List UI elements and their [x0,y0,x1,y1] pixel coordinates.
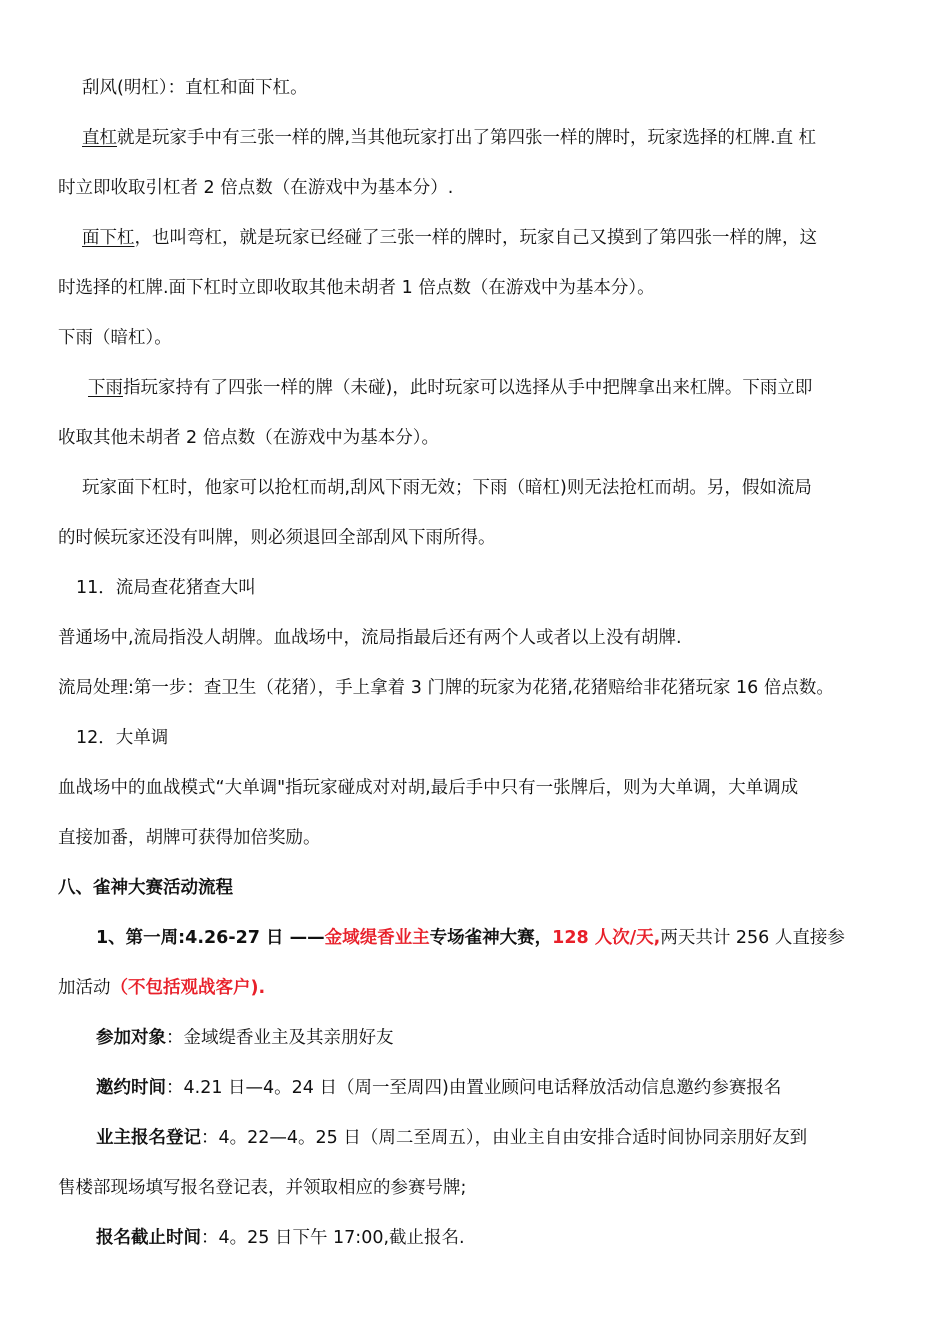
term-mian-xia-gang: 面下杠 [82,228,135,248]
paragraph-deadline [96,1226,936,1250]
paragraph-registration [96,1126,936,1150]
paragraph-week-1 [96,926,936,950]
heading-11: 11．流局查花猪查大叫 [76,578,256,598]
heading-section-8: 八、雀神大赛活动流程 [58,878,233,898]
paragraph-da-dan-diao: 血战场中的血战模式“大单调"指玩家碰成对对胡,最后手中只有一张牌后，则为大单调，大单调成 [58,778,799,798]
participants-text: ：金域缇香业主及其亲朋好友 [166,1028,394,1048]
deadline-label: 报名截止时间 [96,1228,201,1248]
paragraph-week-1-cont [58,976,898,1000]
mian-xia-gang-text: ，也叫弯杠，就是玩家已经碰了三张一样的牌时，玩家自己又摸到了第四张一样的牌，这 [134,228,817,248]
paragraph-qiang-gang-cont: 的时候玩家还没有叫牌，则必须退回全部刮风下雨所得。 [58,528,496,548]
term-xia-yu: 下雨 [88,378,123,398]
deadline-text: ：4。25 日下午 17:00,截止报名. [201,1228,465,1248]
paragraph-liu-ju-process: 流局处理:第一步：查卫生（花猪），手上拿着 3 门牌的玩家为花猪,花猪赔给非花猪玩家 16 倍点数。 [58,678,834,698]
week-1-event: 专场雀神大赛， [429,928,553,948]
invite-time-text: ：4.21 日—4。24 日（周一至周四)由置业顾问电话释放活动信息邀约参赛报名 [166,1078,782,1098]
zhi-gang-text: 就是玩家手中有三张一样的牌,当其他玩家打出了第四张一样的牌时，玩家选择的杠牌.直 杠 [117,128,817,148]
week-1-total: 两天共计 256 人直接参 [660,928,845,948]
week-1-exclusion-highlight: （不包括观战客户). [110,978,266,998]
xia-yu-text: 指玩家持有了四张一样的牌（未碰)，此时玩家可以选择从手中把牌拿出来杠牌。下雨立即 [123,378,813,398]
heading-12: 12．大单调 [76,728,169,748]
paragraph-zhi-gang-cont: 时立即收取引杠者 2 倍点数（在游戏中为基本分）. [58,178,454,198]
paragraph-participants [96,1026,936,1050]
registration-text: ：4。22—4。25 日（周二至周五），由业主自由安排合适时间协同亲朋好友到 [201,1128,808,1148]
paragraph-liu-ju: 普通场中,流局指没人胡牌。血战场中，流局指最后还有两个人或者以上没有胡牌. [58,628,682,648]
paragraph-mian-xia-gang [82,226,922,250]
week-1-owner-highlight: 金域缇香业主 [324,928,430,948]
paragraph-da-dan-diao-cont: 直接加番，胡牌可获得加倍奖励。 [58,828,321,848]
paragraph-rain: 下雨（暗杠）。 [58,328,172,348]
paragraph-zhi-gang [82,126,922,150]
paragraph-registration-cont: 售楼部现场填写报名登记表，并领取相应的参赛号牌; [58,1178,467,1198]
term-zhi-gang: 直杠 [82,128,117,148]
week-1-cont-text: 加活动 [58,978,111,998]
paragraph-invite-time [96,1076,936,1100]
week-1-capacity-highlight: 128 人次/天, [552,928,661,948]
paragraph-gang-wind: 刮风(明杠）：直杠和面下杠。 [82,78,308,98]
registration-label: 业主报名登记 [96,1128,201,1148]
week-1-lead: 1、第一周:4.26-27 日 —— [96,928,325,948]
participants-label: 参加对象 [96,1028,166,1048]
invite-time-label: 邀约时间 [96,1078,166,1098]
paragraph-xia-yu-cont: 收取其他未胡者 2 倍点数（在游戏中为基本分）。 [58,428,440,448]
paragraph-qiang-gang: 玩家面下杠时，他家可以抢杠而胡,刮风下雨无效；下雨（暗杠)则无法抢杠而胡。另，假如流局 [82,478,812,498]
paragraph-xia-yu [88,376,928,400]
paragraph-mian-xia-gang-cont: 时选择的杠牌.面下杠时立即收取其他未胡者 1 倍点数（在游戏中为基本分）。 [58,278,655,298]
